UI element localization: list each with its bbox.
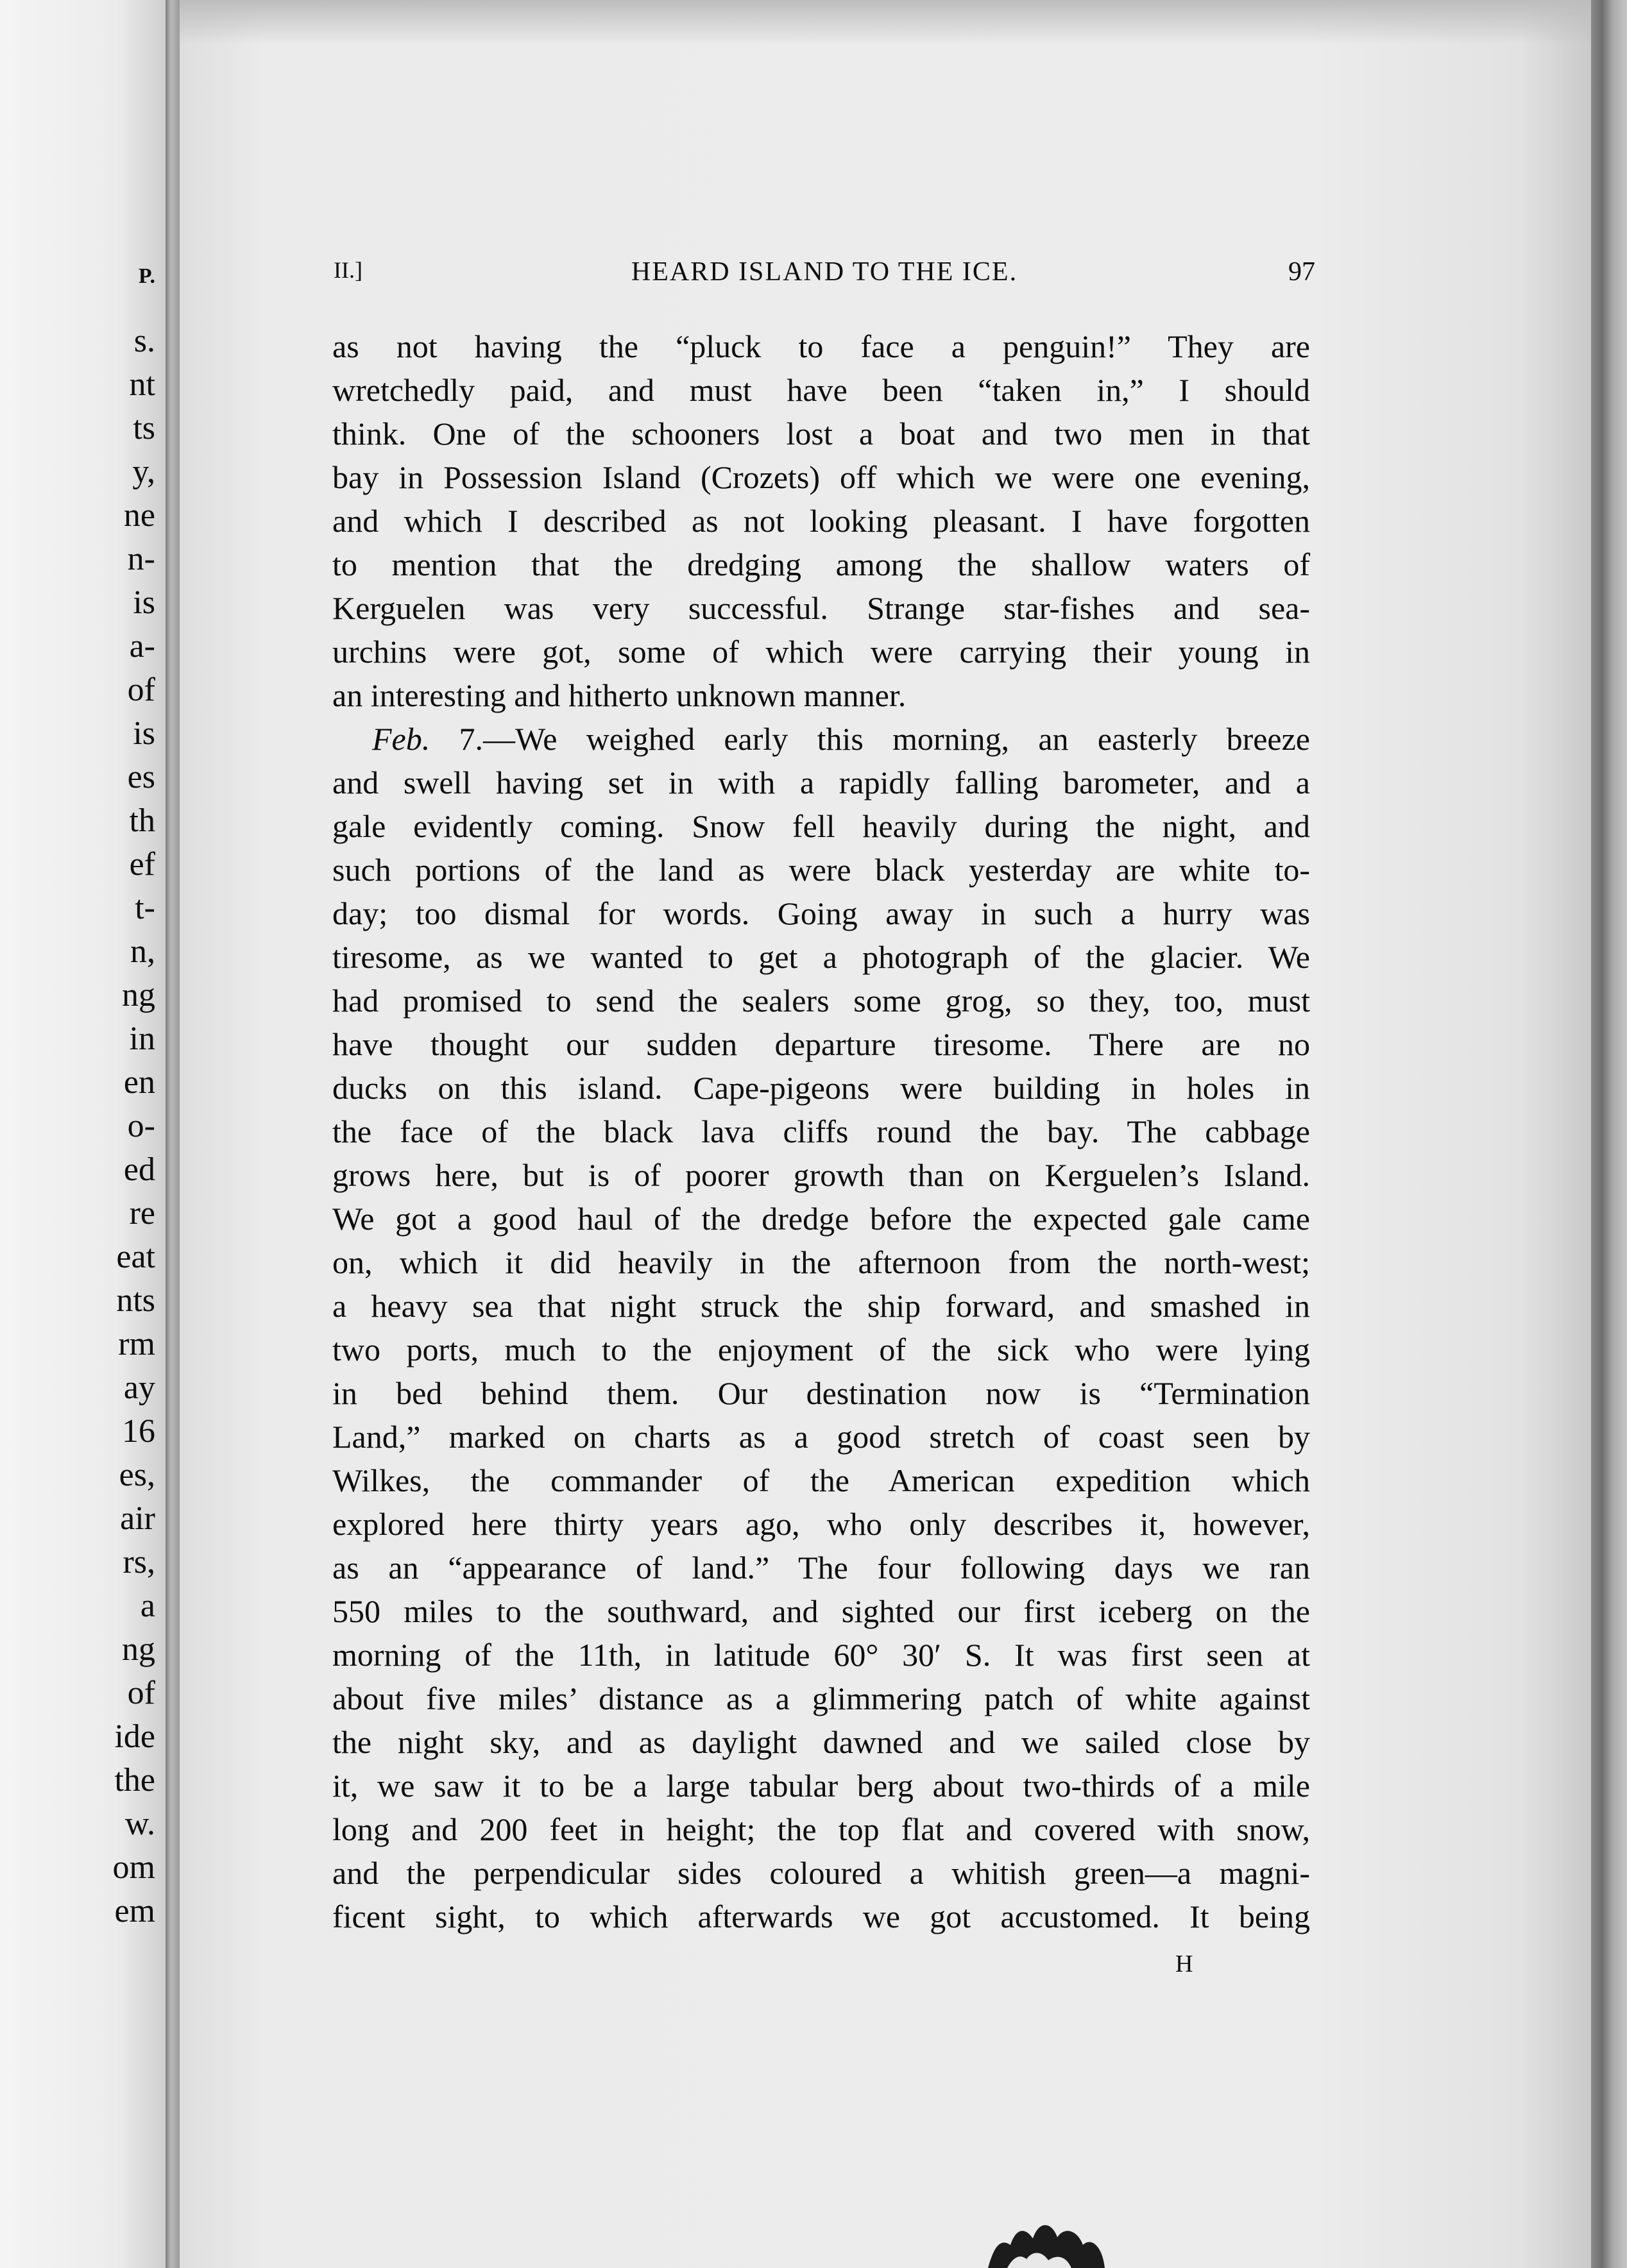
text-line (332, 717, 1310, 761)
text-line: urchins were got, some of which were carrying their young in (332, 634, 1310, 670)
left-page-fragment: th (129, 802, 155, 839)
text-line: as an “appearance of land.” The four following days we ran (332, 1550, 1310, 1586)
left-page-fragment: re (129, 1195, 155, 1231)
left-page-fragment: en (123, 1064, 155, 1101)
left-page-fragment: t- (135, 890, 155, 926)
left-page-fragment: a- (129, 628, 155, 664)
left-page-fragment: a (140, 1587, 155, 1624)
entry-date: Feb. (372, 721, 430, 757)
left-page-fragment: ay (123, 1369, 155, 1406)
left-page-fragment: om (112, 1849, 155, 1886)
text-line: gale evidently coming. Snow fell heavily during the night, and (332, 808, 1310, 844)
left-page-fragment: es, (119, 1457, 155, 1493)
left-page-fragment: es (127, 759, 155, 795)
left-page-fragment: rs, (123, 1544, 155, 1580)
text-line: Wilkes, the commander of the American expedition which (332, 1462, 1310, 1498)
left-page-fragment: nts (116, 1282, 155, 1319)
left-page-fragment: air (120, 1500, 155, 1537)
left-page-fragment: n- (127, 541, 155, 577)
chapter-marker: II.] (334, 257, 362, 283)
text-line: grows here, but is of poorer growth than on Kerguelen’s Island. (332, 1157, 1310, 1193)
left-page-fragment: is (133, 584, 155, 621)
left-page-header-fragment: P. (138, 264, 155, 288)
running-head (334, 257, 1315, 295)
text-line: 550 miles to the southward, and sighted our first iceberg on the (332, 1593, 1310, 1629)
text-line: morning of the 11th, in latitude 60° 30′ S. It was first seen at (332, 1637, 1310, 1673)
left-page-fragment: ed (123, 1151, 155, 1188)
text-line: wretchedly paid, and must have been “taken in,” I should (332, 372, 1310, 408)
left-page-edge (0, 0, 166, 2268)
entry-text: 7.—We weighed early this morning, an easterly breeze (430, 721, 1310, 757)
text-line: about five miles’ distance as a glimmering patch of white against (332, 1680, 1310, 1716)
left-page-fragment: em (114, 1893, 155, 1929)
text-line: ficent sight, to which afterwards we got accustomed. It being (332, 1899, 1310, 1934)
left-page-fragment: ide (114, 1718, 155, 1755)
left-page-fragment: 16 (122, 1413, 155, 1450)
text-line: an interesting and hitherto unknown manner. (332, 677, 907, 713)
page-damage-mark (982, 2200, 1110, 2268)
text-line: to mention that the dredging among the shallow waters of (332, 546, 1310, 582)
left-page-fragment: ng (122, 1631, 155, 1668)
text-line: and the perpendicular sides coloured a whitish green—a magni- (332, 1855, 1310, 1891)
text-line: bay in Possession Island (Crozets) off which we were one evening, (332, 459, 1310, 495)
text-line: long and 200 feet in height; the top flat and covered with snow, (332, 1811, 1310, 1847)
left-page-fragment: ng (122, 977, 155, 1013)
text-line: and swell having set in with a rapidly falling barometer, and a (332, 765, 1310, 800)
left-page-fragment: eat (116, 1239, 155, 1275)
left-page-fragment: nt (129, 366, 155, 403)
page-top-shadow (180, 0, 1591, 45)
text-line: as not having the “pluck to face a penguin!” They are (332, 328, 1310, 364)
text-line: Kerguelen was very successful. Strange star-fishes and sea- (332, 590, 1310, 626)
text-line: and which I described as not looking pleasant. I have forgotten (332, 503, 1310, 539)
text-line: think. One of the schooners lost a boat and two men in that (332, 416, 1310, 452)
left-page-fragment: s. (133, 323, 155, 359)
left-page-fragment: the (114, 1762, 155, 1798)
left-page-fragment: of (127, 1675, 155, 1711)
text-line: in bed behind them. Our destination now is “Termination (332, 1375, 1310, 1411)
text-line: the night sky, and as daylight dawned and we sailed close by (332, 1724, 1310, 1760)
left-page-fragment: n, (130, 933, 155, 970)
left-page-fragment: w. (124, 1806, 155, 1842)
text-line: have thought our sudden departure tiresome. There are no (332, 1026, 1310, 1062)
text-line: Land,” marked on charts as a good stretch of coast seen by (332, 1419, 1310, 1455)
left-page-fragment: y, (132, 453, 155, 490)
text-line: such portions of the land as were black yesterday are white to- (332, 852, 1310, 888)
text-line: explored here thirty years ago, who only describes it, however, (332, 1506, 1310, 1542)
left-page-fragment: in (129, 1020, 155, 1057)
text-line: the face of the black lava cliffs round the bay. The cabbage (332, 1113, 1310, 1149)
text-line: it, we saw it to be a large tabular berg about two-thirds of a mile (332, 1768, 1310, 1804)
page-fore-edge (1591, 0, 1627, 2268)
left-page-fragment: ne (123, 497, 155, 534)
left-page-fragment: ts (133, 410, 155, 446)
text-line: tiresome, as we wanted to get a photograph of the glacier. We (332, 939, 1310, 975)
left-page-fragment: rm (118, 1326, 155, 1362)
text-line: We got a good haul of the dredge before the expected gale came (332, 1201, 1310, 1237)
text-line: two ports, much to the enjoyment of the sick who were lying (332, 1332, 1310, 1367)
running-title: HEARD ISLAND TO THE ICE. (631, 257, 1018, 287)
page-number: 97 (1288, 257, 1315, 287)
body-text (332, 325, 1310, 1938)
text-line: a heavy sea that night struck the ship forward, and smashed in (332, 1288, 1310, 1324)
text-line: on, which it did heavily in the afternoon from the north-west; (332, 1244, 1310, 1280)
left-page-fragment: of (127, 672, 155, 708)
book-gutter (166, 0, 180, 2268)
text-line: day; too dismal for words. Going away in such a hurry was (332, 895, 1310, 931)
left-page-fragment: is (133, 715, 155, 752)
text-line: had promised to send the sealers some grog, so they, too, must (332, 983, 1310, 1019)
signature-mark: H (1175, 1951, 1193, 1977)
left-page-fragment: o- (127, 1108, 155, 1144)
text-line: ducks on this island. Cape-pigeons were building in holes in (332, 1070, 1310, 1106)
left-page-fragment: ef (129, 846, 155, 883)
